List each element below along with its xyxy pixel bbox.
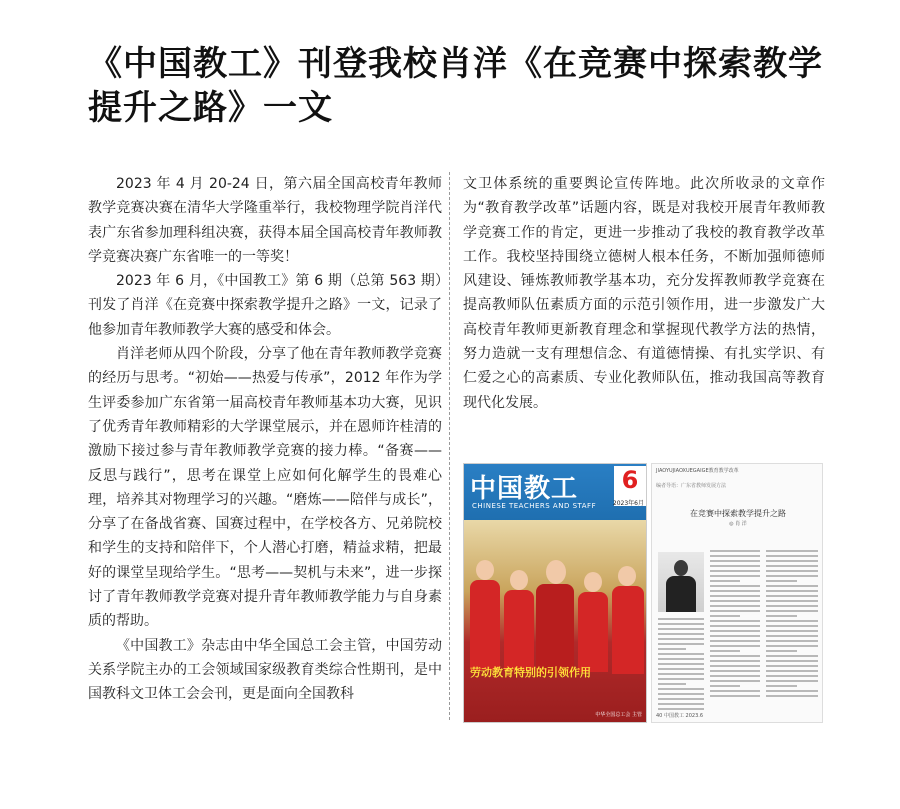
text-line xyxy=(710,570,760,572)
text-line xyxy=(766,580,797,582)
text-line xyxy=(658,653,704,655)
text-line xyxy=(766,670,818,672)
page-column-label: 编者导语：广东省教师发展方法 xyxy=(656,483,727,489)
column-divider xyxy=(449,172,450,720)
text-line xyxy=(710,630,760,632)
portrait-body xyxy=(666,576,696,612)
text-line xyxy=(766,685,797,687)
text-line xyxy=(658,628,704,630)
text-line xyxy=(658,658,704,660)
article-left-column xyxy=(88,172,442,707)
text-line xyxy=(710,695,760,697)
text-line xyxy=(658,673,704,675)
child-figure xyxy=(612,586,644,674)
paragraph: 2023 年 4 月 20-24 日，第六届全国高校青年教师教学竞赛决赛在清华大学隆重举行，我校物理学院肖洋代表广东省参加理科组决赛，获得本届全国高校青年教师教学竞赛决赛广东省唯一的一等奖！ xyxy=(88,176,442,265)
text-line xyxy=(710,690,760,692)
text-line xyxy=(710,635,760,637)
text-line xyxy=(658,663,704,665)
paragraph: 文卫体系统的重要舆论宣传阵地。此次所收录的文章作为“教育教学改革”话题内容，既是对我校开展青年教师教学竞赛工作的肯定，更进一步推动了我校的教育教学改革工作。我校坚持围绕立德树人根本任务，不断加强师德师风建设、锤炼教师教学基本功，充分发挥教师教学竞赛在提高教师队伍素质方面的示范引领作用，进一步激发广大高校青年教师更新教育理念和掌握现代教学方法的热情，努力造就一支有理想信念、有道德情操、有扎实学识、有仁爱之心的高素质、专业化教师队伍，推动我国高等教育现代化发展。 xyxy=(463,176,825,411)
article-author: ◎ 肖 洋 xyxy=(729,521,747,527)
text-line xyxy=(658,693,704,695)
text-line xyxy=(658,683,686,685)
text-line xyxy=(766,550,818,552)
text-line xyxy=(710,615,740,617)
issue-number: 6 xyxy=(614,466,646,506)
magazine-cover-image xyxy=(463,463,647,723)
teacher-figure xyxy=(536,584,574,674)
page-title: 《中国教工》刊登我校肖洋《在竞赛中探索教学提升之路》一文 xyxy=(88,44,823,128)
child-face xyxy=(476,560,494,580)
text-line xyxy=(658,703,704,705)
text-line xyxy=(766,675,818,677)
text-line xyxy=(710,585,760,587)
text-line xyxy=(710,610,760,612)
text-line xyxy=(766,655,818,657)
text-line xyxy=(658,688,704,690)
child-figure xyxy=(578,592,608,672)
text-line xyxy=(766,610,818,612)
child-figure xyxy=(470,580,500,670)
text-line xyxy=(710,640,760,642)
paragraph: 2023 年 6 月，《中国教工》第 6 期（总第 563 期）刊发了肖洋《在竞赛中探索教学提升之路》一文，记录了他参加青年教师教学大赛的感受和体会。 xyxy=(88,273,442,338)
text-line xyxy=(658,623,704,625)
text-line xyxy=(766,575,818,577)
text-line xyxy=(766,605,818,607)
text-line xyxy=(766,600,818,602)
text-line xyxy=(658,698,704,700)
text-line xyxy=(766,635,818,637)
article-title: 在竞赛中探索教学提升之路 xyxy=(690,509,786,518)
portrait-head xyxy=(674,560,688,576)
text-line xyxy=(766,585,818,587)
text-line xyxy=(710,595,760,597)
teacher-face xyxy=(546,560,566,584)
text-line xyxy=(710,680,760,682)
magazine-logo: 中国教工 xyxy=(470,474,579,504)
text-line xyxy=(766,660,818,662)
child-face xyxy=(618,566,636,586)
text-line xyxy=(766,615,797,617)
author-portrait xyxy=(658,552,704,612)
text-line xyxy=(766,565,818,567)
cover-photo xyxy=(464,520,647,723)
text-line xyxy=(710,625,760,627)
text-line xyxy=(710,600,760,602)
text-line xyxy=(658,633,704,635)
cover-footer: 中华全国总工会 主管 xyxy=(595,712,642,718)
text-line xyxy=(710,575,760,577)
text-line xyxy=(658,618,704,620)
page-header: JIAOYUJIAOXUEGAIGE教育教学改革 xyxy=(656,468,739,474)
text-line xyxy=(766,560,818,562)
text-line xyxy=(766,645,818,647)
cover-headline: 劳动教育特别的引领作用 xyxy=(470,666,591,679)
child-face xyxy=(510,570,528,590)
text-line xyxy=(710,590,760,592)
text-line xyxy=(710,555,760,557)
text-line xyxy=(766,590,818,592)
text-line xyxy=(766,665,818,667)
text-line xyxy=(710,605,760,607)
text-line xyxy=(766,595,818,597)
text-line xyxy=(658,648,686,650)
text-line xyxy=(658,708,704,710)
text-line xyxy=(710,560,760,562)
text-line xyxy=(766,620,818,622)
text-line xyxy=(710,660,760,662)
text-line xyxy=(710,645,760,647)
text-line xyxy=(710,655,760,657)
text-line xyxy=(710,620,760,622)
paragraph: 《中国教工》杂志由中华全国总工会主管，中国劳动关系学院主办的工会领域国家级教育类综合性期刊，是中国教科文卫体工会会刊，更是面向全国教科 xyxy=(88,637,442,703)
text-line xyxy=(766,625,818,627)
text-line xyxy=(710,650,740,652)
text-line xyxy=(658,638,704,640)
text-line xyxy=(658,643,704,645)
text-line xyxy=(710,670,760,672)
magazine-english-name: CHINESE TEACHERS AND STAFF xyxy=(472,502,597,510)
text-line xyxy=(658,678,704,680)
text-line xyxy=(658,668,704,670)
text-line xyxy=(710,675,760,677)
child-figure xyxy=(504,590,534,670)
text-line xyxy=(766,555,818,557)
text-line xyxy=(766,640,818,642)
text-line xyxy=(710,665,760,667)
child-face xyxy=(584,572,602,592)
text-line xyxy=(766,695,818,697)
text-line xyxy=(710,565,760,567)
issue-date: 2023年6月 xyxy=(612,500,644,507)
page-footer: 40 中国教工 2023.6 xyxy=(656,713,704,719)
text-line xyxy=(766,570,818,572)
text-line xyxy=(766,650,797,652)
text-line xyxy=(710,580,740,582)
paragraph: 肖洋老师从四个阶段，分享了他在青年教师教学竞赛的经历与思考。“初始——热爱与传承”，2012 年作为学生评委参加广东省第一届高校青年教师基本功大赛，见识了优秀青年教师精彩的大学课堂展示，并在恩师许桂清的激励下接过参与青年教师教学竞赛的接力棒。“备赛——反思与践行”，思考在课堂上应如何化解学生的畏难心理，培养其对物理学习的兴趣。“磨炼——陪伴与成长”，分享了在备战省赛、国赛过程中，在学校各方、兄弟院校和学生的支持和陪伴下，个人潜心打磨，精益求精，把最好的课堂呈现给学生。“思考——契机与未来”，进一步探讨了青年教师教学竞赛对提升青年教师教学能力与自身素质的帮助。 xyxy=(88,346,442,630)
text-line xyxy=(766,680,818,682)
article-right-column xyxy=(463,172,825,415)
text-line xyxy=(710,550,760,552)
magazine-article-page-image xyxy=(651,463,823,723)
text-line xyxy=(710,685,740,687)
text-line xyxy=(766,630,818,632)
text-line xyxy=(766,690,818,692)
